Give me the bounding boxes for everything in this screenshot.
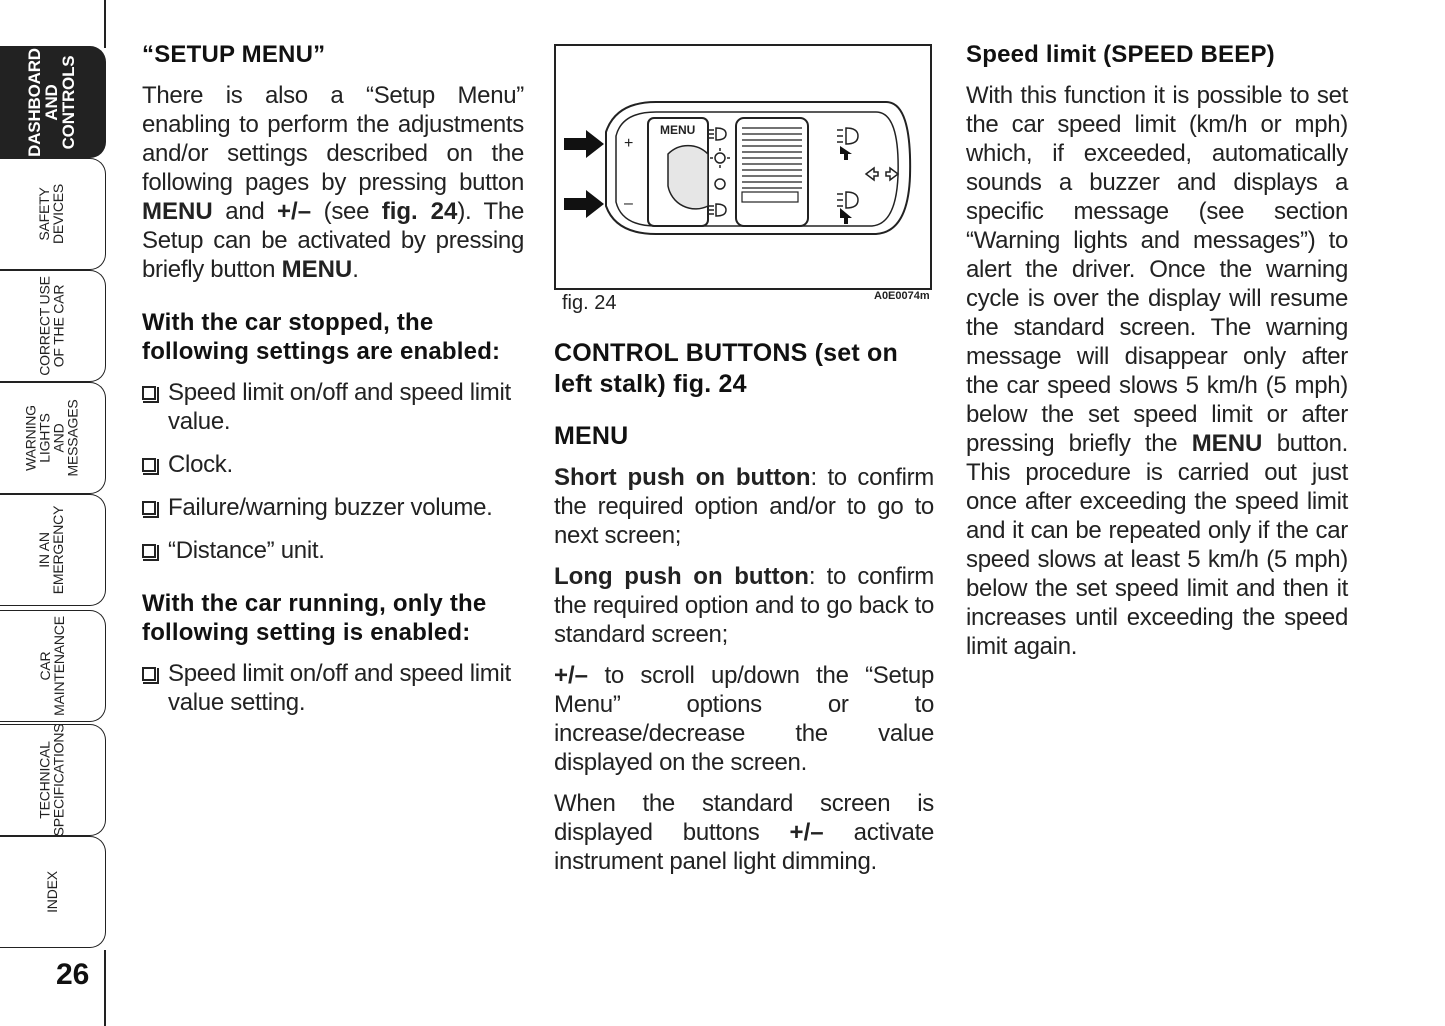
checkbox-bullet-icon	[142, 458, 156, 472]
short-push-text: Short push on button: to confirm the required option and/or to go to next screen;	[554, 464, 934, 549]
list-item: Clock.	[142, 450, 524, 479]
tab-label: CORRECT USE OF THE CAR	[36, 276, 67, 376]
list-item: “Distance” unit.	[142, 536, 524, 565]
minus-label: –	[624, 195, 633, 212]
menu-heading: MENU	[554, 422, 629, 450]
setup-menu-title: “SETUP MENU”	[142, 41, 326, 68]
control-buttons-heading: CONTROL BUTTONS (set on left stalk) fig. 24	[554, 339, 898, 398]
tab-label: CAR MAINTENANCE	[36, 616, 67, 716]
tab-in-an-emergency[interactable]	[0, 494, 106, 606]
figure-code: A0E0074m	[874, 290, 930, 302]
tab-technical-specifications[interactable]	[0, 724, 106, 836]
tab-label: WARNING LIGHTS AND MESSAGES	[22, 399, 81, 477]
list-item: Failure/warning buzzer volume.	[142, 493, 524, 522]
car-running-heading: With the car running, only the following setting is enabled:	[142, 590, 487, 646]
section-tabs	[0, 0, 108, 1026]
list-item: Speed limit on/off and speed limit value setting.	[142, 659, 524, 717]
long-push-text: Long push on button: to confirm the required option and to go back to standard screen;	[554, 563, 934, 648]
speed-limit-text: With this function it is possible to set the car speed limit (km/h or mph) which, if exceeded, automatically sounds a buzzer and displays a specific message (see section “Warning lights and messages”) to alert the driver. Once the warning cycle is over the display will resume the standard screen. The warning message will disappear only after the car speed slows 5 km/h (5 mph) below the set speed limit or after pressing briefly the MENU button. This procedure is carried out just once after exceeding the speed limit and it can be repeated only if the car speed slows at least 5 km/h (5 mph) below the set speed limit and then it increases until exceeding the speed limit again.	[966, 82, 1348, 660]
divider	[104, 0, 106, 48]
arrow-right-icon	[564, 130, 604, 158]
car-stopped-settings-list	[142, 378, 524, 565]
column-control-buttons	[554, 338, 934, 876]
column-speed-limit	[966, 40, 1348, 661]
tab-label: DASHBOARD AND CONTROLS	[25, 47, 79, 157]
plus-label: +	[624, 135, 634, 152]
tab-correct-use[interactable]	[0, 270, 106, 382]
tab-label: IN AN EMERGENCY	[36, 505, 67, 595]
tab-label: INDEX	[43, 871, 60, 913]
tab-car-maintenance[interactable]	[0, 610, 106, 722]
checkbox-bullet-icon	[142, 501, 156, 515]
list-item: Speed limit on/off and speed limit value.	[142, 378, 524, 436]
car-stopped-heading: With the car stopped, the following settings are enabled:	[142, 309, 501, 365]
tab-label: SAFETY DEVICES	[36, 183, 67, 245]
checkbox-bullet-icon	[142, 386, 156, 400]
arrow-right-icon	[564, 190, 604, 218]
checkbox-bullet-icon	[142, 667, 156, 681]
left-stalk-illustration	[556, 46, 930, 288]
page-number: 26	[56, 958, 90, 991]
tab-dashboard-and-controls[interactable]	[0, 46, 106, 158]
tab-warning-lights[interactable]	[0, 382, 106, 494]
divider	[104, 950, 106, 1026]
setup-menu-intro: There is also a “Setup Menu” enabling to perform the adjustments and/or settings described on the following pages by pressing button MENU and +/– (see fig. 24). The Setup can be activated by pressing briefly button MENU.	[142, 82, 524, 283]
standard-screen-text: When the standard screen is displayed buttons +/– activate instrument panel light dimming.	[554, 790, 934, 875]
column-setup-menu	[142, 40, 524, 731]
car-running-settings-list	[142, 659, 524, 717]
checkbox-bullet-icon	[142, 544, 156, 558]
speed-limit-heading: Speed limit (SPEED BEEP)	[966, 41, 1275, 68]
figure-caption: fig. 24	[562, 292, 617, 314]
tab-index[interactable]	[0, 836, 106, 948]
menu-label: MENU	[660, 123, 696, 137]
stalk-figure	[554, 44, 932, 290]
tab-label: TECHNICAL SPECIFICATIONS	[36, 723, 67, 837]
plus-minus-text: +/– to scroll up/down the “Setup Menu” options or to increase/decrease the value displayed on the screen.	[554, 662, 934, 776]
tab-safety-devices[interactable]	[0, 158, 106, 270]
